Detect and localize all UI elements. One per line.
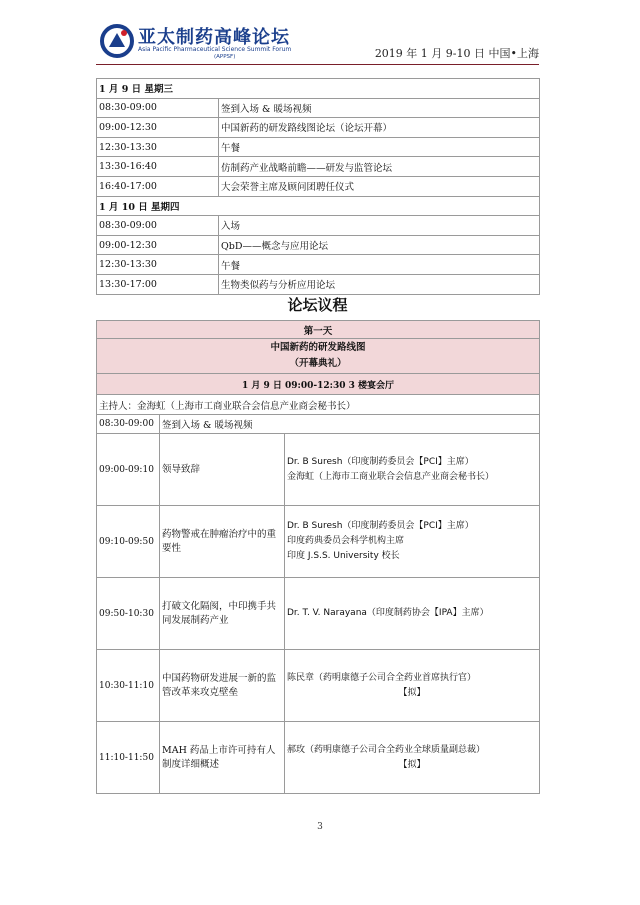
topic-cell: 打破文化隔阂，中印携手共同发展制药产业: [160, 578, 285, 650]
section-title: 论坛议程: [287, 296, 348, 314]
session-row: [97, 722, 540, 794]
event-cell: 签到入场 & 暖场视频: [219, 98, 540, 118]
forum-subtitle: （开幕典礼）: [289, 358, 347, 369]
logo-abbr-text: (APPSF): [214, 54, 236, 60]
time-cell: 08:30-09:00: [97, 98, 219, 118]
session-info-row: [97, 374, 540, 395]
time-cell: 12:30-13:30: [97, 255, 219, 275]
day-title: 1 月 9 日 星期三: [97, 79, 540, 99]
event-cell: 大会荣誉主席及顾问团聘任仪式: [219, 176, 540, 196]
day-label: 第一天: [97, 321, 540, 339]
time-cell: 09:50-10:30: [97, 578, 160, 650]
speaker-line: Dr. T. V. Narayana（印度制药协会【IPA】主席）: [287, 608, 489, 618]
speaker-cell: [285, 722, 540, 794]
forum-title-cell: [97, 339, 540, 374]
host-row: [97, 395, 540, 415]
event-date: 2019 年 1 月 9-10 日 中国•上海: [374, 47, 539, 60]
event-cell: 中国新药的研发路线图论坛（论坛开幕）: [219, 118, 540, 138]
table-row: [97, 118, 540, 138]
speaker-line: 陈民章（药明康德子公司合全药业首席执行官）: [287, 672, 477, 683]
logo-en-text: Asia Pacific Pharmaceutical Science Summit Forum: [138, 46, 292, 53]
tbd-mark: 【拟】: [398, 687, 426, 698]
speaker-line: 金海虹（上海市工商业联合会信息产业商会秘书长）: [287, 471, 495, 482]
event-cell: 午餐: [219, 255, 540, 275]
time-cell: 13:30-17:00: [97, 274, 219, 294]
tbd-mark: 【拟】: [398, 759, 426, 770]
event-cell: QbD——概念与应用论坛: [219, 235, 540, 255]
table-row: [97, 137, 540, 157]
time-cell: 16:40-17:00: [97, 176, 219, 196]
time-cell: 12:30-13:30: [97, 137, 219, 157]
table-row: [97, 274, 540, 294]
time-cell: 13:30-16:40: [97, 157, 219, 177]
speaker-line: 郝玫（药明康德子公司合全药业全球质量副总裁）: [287, 744, 486, 755]
time-cell: 09:10-09:50: [97, 506, 160, 578]
time-cell: 09:00-12:30: [97, 118, 219, 138]
day-label-row: [97, 321, 540, 339]
page-number: 3: [317, 822, 323, 832]
speaker-cell: [285, 506, 540, 578]
time-cell: 09:00-09:10: [97, 434, 160, 506]
day-title: 1 月 10 日 星期四: [97, 196, 540, 216]
summit-logo-icon: [100, 24, 134, 58]
event-cell: 午餐: [219, 137, 540, 157]
speaker-line: Dr. B Suresh（印度制药委员会【PCI】主席）: [287, 521, 474, 531]
table-row: [97, 98, 540, 118]
topic-cell: 药物警戒在肿瘤治疗中的重要性: [160, 506, 285, 578]
logo-cn-text: 亚太制药高峰论坛: [138, 27, 290, 48]
session-row: [97, 506, 540, 578]
session-info: 1 月 9 日 09:00-12:30 3 楼宴会厅: [97, 374, 540, 395]
speaker-cell: [285, 650, 540, 722]
host-line: 主持人：金海虹（上海市工商业联合会信息产业商会秘书长）: [97, 395, 540, 415]
event-cell: 签到入场 & 暖场视频: [160, 415, 540, 434]
table-row: [97, 235, 540, 255]
checkin-row: [97, 415, 540, 434]
time-cell: 08:30-09:00: [97, 216, 219, 236]
session-row: [97, 434, 540, 506]
speaker-line: 印度药典委员会科学机构主席: [287, 536, 405, 546]
speaker-cell: [285, 434, 540, 506]
table-row: [97, 176, 540, 196]
time-cell: 08:30-09:00: [97, 415, 160, 434]
forum-agenda-table: [96, 320, 540, 794]
time-cell: 11:10-11:50: [97, 722, 160, 794]
topic-cell: 领导致辞: [160, 434, 285, 506]
topic-cell: MAH 药品上市许可持有人制度详细概述: [160, 722, 285, 794]
time-cell: 10:30-11:10: [97, 650, 160, 722]
event-cell: 仿制药产业战略前瞻——研发与监管论坛: [219, 157, 540, 177]
appsf-logo: [96, 18, 326, 64]
forum-name: 中国新药的研发路线图: [270, 342, 366, 353]
event-cell: 入场: [219, 216, 540, 236]
header-divider: [96, 64, 539, 65]
page-header: [96, 18, 539, 64]
speaker-cell: [285, 578, 540, 650]
table-row: [97, 255, 540, 275]
speaker-line: Dr. B Suresh（印度制药委员会【PCI】主席）: [287, 456, 474, 467]
session-row: [97, 650, 540, 722]
session-row: [97, 578, 540, 650]
table-row: [97, 216, 540, 236]
day-header-row: [97, 196, 540, 216]
day-header-row: [97, 79, 540, 99]
event-cell: 生物类似药与分析应用论坛: [219, 274, 540, 294]
topic-cell: 中国药物研发进展一新的监管改革来攻克壁垒: [160, 650, 285, 722]
speaker-line: 印度 J.S.S. University 校长: [287, 551, 400, 561]
schedule-overview-table: [96, 78, 540, 295]
time-cell: 09:00-12:30: [97, 235, 219, 255]
forum-name-row: [97, 339, 540, 374]
table-row: [97, 157, 540, 177]
